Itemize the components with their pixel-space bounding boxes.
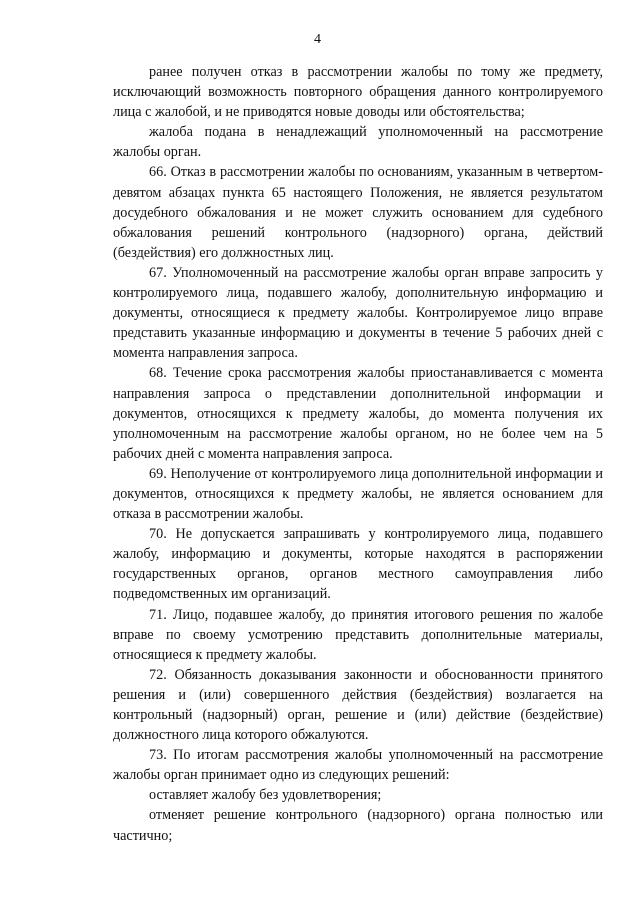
paragraph-item-71: 71. Лицо, подавшее жалобу, до принятия итогового решения по жалобе вправе по своему усмотрению представить дополнительные материалы, относящиеся к предмету жалобы.	[113, 606, 603, 663]
paragraph-item-66: 66. Отказ в рассмотрении жалобы по основаниям, указанным в четвертом-девятом абзацах пункта 65 настоящего Положения, не является результатом досудебного обжалования и не может служить основанием для судебного обжалования решений контрольного (надзорного) органа, действий (бездействия) его должностных лиц.	[113, 164, 603, 261]
paragraph-item-72: 72. Обязанность доказывания законности и обоснованности принятого решения и (или) совершенного действия (бездействия) возлагается на контрольный (надзорный) орган, решение и (или) действие (бездействие) должностного лица которого обжалуются.	[113, 666, 603, 744]
paragraph-item-67: 67. Уполномоченный на рассмотрение жалобы орган вправе запросить у контролируемого лица, подавшего жалобу, дополнительную информацию и документы, относящиеся к предмету жалобы. Контролируемое лицо вправе представить указанные информацию и документы в течение 5 рабочих дней с момента направления запроса.	[113, 264, 603, 362]
paragraph-continuation: ранее получен отказ в рассмотрении жалобы по тому же предмету, исключающий возможность повторного обращения данного контролируемого лица с жалобой, и не приводятся новые доводы или обстоятельства;	[113, 64, 603, 121]
paragraph-item-69: 69. Неполучение от контролируемого лица дополнительной информации и документов, относящихся к предмету жалобы, не является основанием для отказа в рассмотрении жалобы.	[113, 465, 603, 523]
paragraph-decision-reject: оставляет жалобу без удовлетворения;	[149, 787, 382, 804]
document-body	[113, 62, 603, 846]
paragraph-item-68: 68. Течение срока рассмотрения жалобы приостанавливается с момента направления запроса о представлении дополнительной информации и документов, относящихся к предмету жалобы, до момента получения их уполномоченным на рассмотрение жалобы органом, но не более чем на 5 рабочих дней с момента направления запроса.	[113, 365, 603, 462]
page-number: 4	[314, 32, 321, 47]
paragraph-item-70: 70. Не допускается запрашивать у контролируемого лица, подавшего жалобу, информацию и документы, которые находятся в распоряжении государственных органов, органов местного самоуправления либо подведомственных им организаций.	[113, 526, 603, 603]
paragraph-item-73: 73. По итогам рассмотрения жалобы уполномоченный на рассмотрение жалобы орган принимает одно из следующих решений:	[113, 747, 603, 784]
paragraph-wrong-organ: жалоба подана в ненадлежащий уполномоченный на рассмотрение жалобы орган.	[113, 124, 603, 161]
paragraph-decision-cancel: отменяет решение контрольного (надзорного) органа полностью или частично;	[113, 807, 603, 844]
